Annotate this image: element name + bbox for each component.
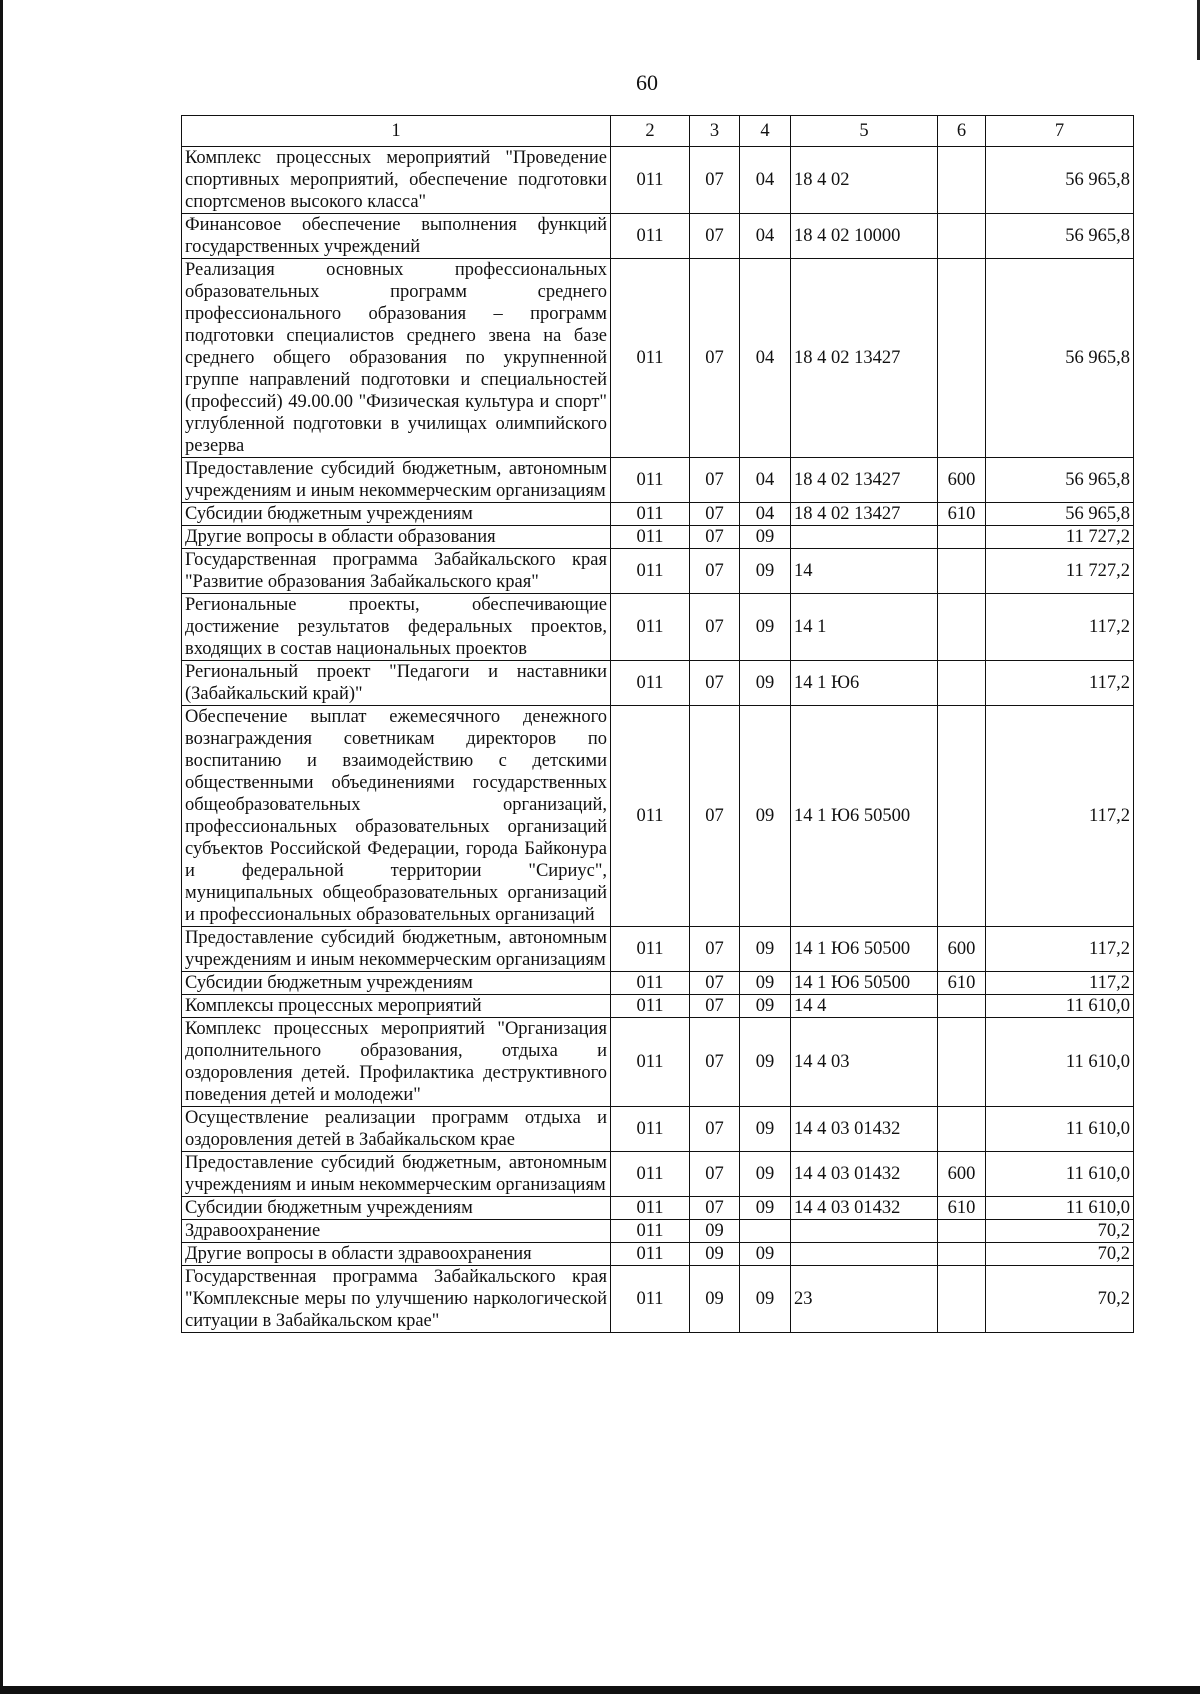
row-name-cell: Субсидии бюджетным учреждениям: [182, 972, 611, 995]
row-amount-cell: 70,2: [986, 1266, 1134, 1333]
row-section-cell: 07: [690, 458, 740, 503]
row-amount-cell: 70,2: [986, 1243, 1134, 1266]
table-row: [182, 458, 1134, 503]
row-expense-type-cell: [938, 706, 986, 927]
row-expense-type-cell: 600: [938, 458, 986, 503]
row-target-article-cell: [791, 1243, 938, 1266]
row-amount-cell: 117,2: [986, 706, 1134, 927]
row-name-cell: Обеспечение выплат ежемесячного денежного вознаграждения советникам директоров по воспитанию и взаимодействию с детскими общественными объединениями государственных общеобразовательных организаций, профессиональных образовательных организаций субъектов Российской Федерации, города Байконура и федеральной территории "Сириус", муниципальных общеобразовательных организаций и профессиональных образовательных организаций: [182, 706, 611, 927]
row-section-cell: 07: [690, 1197, 740, 1220]
row-admin-code-cell: 011: [611, 147, 690, 214]
row-amount-cell: 11 610,0: [986, 995, 1134, 1018]
row-subsection-cell: 04: [740, 503, 791, 526]
row-name-cell: Другие вопросы в области здравоохранения: [182, 1243, 611, 1266]
row-amount-cell: 11 727,2: [986, 549, 1134, 594]
row-target-article-cell: 14 4: [791, 995, 938, 1018]
row-name-cell: Государственная программа Забайкальского края "Комплексные меры по улучшению наркологической ситуации в Забайкальском крае": [182, 1266, 611, 1333]
row-admin-code-cell: 011: [611, 1197, 690, 1220]
row-section-cell: 07: [690, 927, 740, 972]
scan-border-bottom: [0, 1686, 1200, 1694]
table-row: [182, 259, 1134, 458]
row-amount-cell: 56 965,8: [986, 214, 1134, 259]
table-body: [182, 147, 1134, 1333]
row-expense-type-cell: 600: [938, 927, 986, 972]
row-subsection-cell: 04: [740, 259, 791, 458]
row-expense-type-cell: 610: [938, 1197, 986, 1220]
row-target-article-cell: 18 4 02 13427: [791, 259, 938, 458]
row-subsection-cell: 09: [740, 661, 791, 706]
row-amount-cell: 56 965,8: [986, 259, 1134, 458]
row-target-article-cell: 23: [791, 1266, 938, 1333]
row-section-cell: 07: [690, 1018, 740, 1107]
row-name-cell: Финансовое обеспечение выполнения функций государственных учреждений: [182, 214, 611, 259]
column-header: 5: [791, 116, 938, 147]
row-subsection-cell: 04: [740, 458, 791, 503]
row-admin-code-cell: 011: [611, 503, 690, 526]
row-section-cell: 07: [690, 972, 740, 995]
row-amount-cell: 117,2: [986, 661, 1134, 706]
row-target-article-cell: 18 4 02 13427: [791, 503, 938, 526]
row-expense-type-cell: 610: [938, 503, 986, 526]
row-section-cell: 07: [690, 594, 740, 661]
column-header: 3: [690, 116, 740, 147]
row-expense-type-cell: 610: [938, 972, 986, 995]
row-amount-cell: 56 965,8: [986, 147, 1134, 214]
page-number: 60: [636, 70, 658, 95]
row-admin-code-cell: 011: [611, 259, 690, 458]
column-header: 2: [611, 116, 690, 147]
row-target-article-cell: 14 1: [791, 594, 938, 661]
row-name-cell: Региональный проект "Педагоги и наставники (Забайкальский край)": [182, 661, 611, 706]
row-subsection-cell: 04: [740, 214, 791, 259]
row-target-article-cell: 18 4 02 10000: [791, 214, 938, 259]
row-admin-code-cell: 011: [611, 972, 690, 995]
row-expense-type-cell: [938, 995, 986, 1018]
budget-table: [181, 115, 1134, 1333]
table-row: [182, 1107, 1134, 1152]
row-expense-type-cell: [938, 259, 986, 458]
row-name-cell: Осуществление реализации программ отдыха и оздоровления детей в Забайкальском крае: [182, 1107, 611, 1152]
row-amount-cell: 11 610,0: [986, 1018, 1134, 1107]
row-section-cell: 07: [690, 503, 740, 526]
table-row: [182, 503, 1134, 526]
row-name-cell: Региональные проекты, обеспечивающие достижение результатов федеральных проектов, входящих в состав национальных проектов: [182, 594, 611, 661]
row-amount-cell: 11 610,0: [986, 1107, 1134, 1152]
row-subsection-cell: 09: [740, 706, 791, 927]
row-name-cell: Комплекс процессных мероприятий "Проведение спортивных мероприятий, обеспечение подготовки спортсменов высокого класса": [182, 147, 611, 214]
row-expense-type-cell: [938, 549, 986, 594]
row-target-article-cell: 14: [791, 549, 938, 594]
row-expense-type-cell: [938, 1266, 986, 1333]
row-name-cell: Комплексы процессных мероприятий: [182, 995, 611, 1018]
row-target-article-cell: 14 4 03 01432: [791, 1107, 938, 1152]
row-subsection-cell: 09: [740, 549, 791, 594]
row-expense-type-cell: [938, 661, 986, 706]
table-row: [182, 526, 1134, 549]
row-section-cell: 07: [690, 526, 740, 549]
row-admin-code-cell: 011: [611, 549, 690, 594]
row-expense-type-cell: [938, 214, 986, 259]
row-subsection-cell: [740, 1220, 791, 1243]
row-name-cell: Реализация основных профессиональных образовательных программ среднего профессионального образования – программ подготовки специалистов среднего звена на базе среднего общего образования по укрупненной группе направлений подготовки и специальностей (профессий) 49.00.00 "Физическая культура и спорт" углубленной подготовки в училищах олимпийского резерва: [182, 259, 611, 458]
row-admin-code-cell: 011: [611, 1220, 690, 1243]
row-subsection-cell: 09: [740, 1243, 791, 1266]
row-name-cell: Другие вопросы в области образования: [182, 526, 611, 549]
column-header: 7: [986, 116, 1134, 147]
row-expense-type-cell: [938, 1018, 986, 1107]
row-expense-type-cell: [938, 526, 986, 549]
row-expense-type-cell: [938, 147, 986, 214]
row-section-cell: 07: [690, 995, 740, 1018]
row-amount-cell: 11 727,2: [986, 526, 1134, 549]
row-admin-code-cell: 011: [611, 927, 690, 972]
table-row: [182, 1152, 1134, 1197]
table-row: [182, 147, 1134, 214]
row-admin-code-cell: 011: [611, 706, 690, 927]
row-admin-code-cell: 011: [611, 995, 690, 1018]
scan-border-left: [0, 0, 3, 1694]
column-header: 4: [740, 116, 791, 147]
row-name-cell: Здравоохранение: [182, 1220, 611, 1243]
table-row: [182, 995, 1134, 1018]
row-admin-code-cell: 011: [611, 458, 690, 503]
row-expense-type-cell: [938, 1243, 986, 1266]
row-target-article-cell: 14 1 Ю6 50500: [791, 706, 938, 927]
row-section-cell: 09: [690, 1220, 740, 1243]
row-target-article-cell: 14 4 03 01432: [791, 1152, 938, 1197]
column-header: 1: [182, 116, 611, 147]
row-subsection-cell: 09: [740, 1197, 791, 1220]
row-subsection-cell: 09: [740, 1107, 791, 1152]
table-row: [182, 972, 1134, 995]
row-subsection-cell: 09: [740, 1152, 791, 1197]
row-name-cell: Предоставление субсидий бюджетным, автономным учреждениям и иным некоммерческим организациям: [182, 927, 611, 972]
row-target-article-cell: [791, 1220, 938, 1243]
row-subsection-cell: 09: [740, 1266, 791, 1333]
row-admin-code-cell: 011: [611, 661, 690, 706]
row-admin-code-cell: 011: [611, 1152, 690, 1197]
row-expense-type-cell: 600: [938, 1152, 986, 1197]
row-name-cell: Субсидии бюджетным учреждениям: [182, 503, 611, 526]
row-name-cell: Субсидии бюджетным учреждениям: [182, 1197, 611, 1220]
row-name-cell: Предоставление субсидий бюджетным, автономным учреждениям и иным некоммерческим организациям: [182, 1152, 611, 1197]
row-target-article-cell: 14 1 Ю6 50500: [791, 972, 938, 995]
row-target-article-cell: [791, 526, 938, 549]
row-admin-code-cell: 011: [611, 214, 690, 259]
row-target-article-cell: 14 4 03: [791, 1018, 938, 1107]
row-section-cell: 09: [690, 1266, 740, 1333]
row-section-cell: 07: [690, 661, 740, 706]
row-admin-code-cell: 011: [611, 1243, 690, 1266]
row-admin-code-cell: 011: [611, 1266, 690, 1333]
row-section-cell: 07: [690, 1107, 740, 1152]
row-admin-code-cell: 011: [611, 526, 690, 549]
row-section-cell: 07: [690, 259, 740, 458]
row-admin-code-cell: 011: [611, 1107, 690, 1152]
row-amount-cell: 117,2: [986, 972, 1134, 995]
row-name-cell: Комплекс процессных мероприятий "Организация дополнительного образования, отдыха и оздоровления детей. Профилактика деструктивного поведения детей и молодежи": [182, 1018, 611, 1107]
table-row: [182, 1220, 1134, 1243]
row-name-cell: Предоставление субсидий бюджетным, автономным учреждениям и иным некоммерческим организациям: [182, 458, 611, 503]
table-row: [182, 549, 1134, 594]
row-subsection-cell: 09: [740, 972, 791, 995]
row-expense-type-cell: [938, 1220, 986, 1243]
row-subsection-cell: 09: [740, 526, 791, 549]
row-section-cell: 07: [690, 1152, 740, 1197]
table-row: [182, 927, 1134, 972]
table-row: [182, 1018, 1134, 1107]
table-row: [182, 706, 1134, 927]
row-target-article-cell: 14 1 Ю6: [791, 661, 938, 706]
row-amount-cell: 70,2: [986, 1220, 1134, 1243]
row-subsection-cell: 09: [740, 927, 791, 972]
table-row: [182, 1243, 1134, 1266]
row-expense-type-cell: [938, 1107, 986, 1152]
row-admin-code-cell: 011: [611, 1018, 690, 1107]
row-amount-cell: 11 610,0: [986, 1152, 1134, 1197]
row-section-cell: 09: [690, 1243, 740, 1266]
table-row: [182, 594, 1134, 661]
row-name-cell: Государственная программа Забайкальского края "Развитие образования Забайкальского края": [182, 549, 611, 594]
table-header-row: [182, 116, 1134, 147]
row-subsection-cell: 09: [740, 995, 791, 1018]
table-row: [182, 1197, 1134, 1220]
row-expense-type-cell: [938, 594, 986, 661]
row-amount-cell: 56 965,8: [986, 503, 1134, 526]
row-amount-cell: 56 965,8: [986, 458, 1134, 503]
row-target-article-cell: 18 4 02 13427: [791, 458, 938, 503]
row-target-article-cell: 18 4 02: [791, 147, 938, 214]
row-amount-cell: 11 610,0: [986, 1197, 1134, 1220]
row-subsection-cell: 09: [740, 594, 791, 661]
column-header: 6: [938, 116, 986, 147]
row-section-cell: 07: [690, 549, 740, 594]
table-row: [182, 214, 1134, 259]
row-target-article-cell: 14 1 Ю6 50500: [791, 927, 938, 972]
row-subsection-cell: 09: [740, 1018, 791, 1107]
row-amount-cell: 117,2: [986, 927, 1134, 972]
row-section-cell: 07: [690, 214, 740, 259]
row-subsection-cell: 04: [740, 147, 791, 214]
table-row: [182, 661, 1134, 706]
row-target-article-cell: 14 4 03 01432: [791, 1197, 938, 1220]
row-section-cell: 07: [690, 147, 740, 214]
row-section-cell: 07: [690, 706, 740, 927]
row-admin-code-cell: 011: [611, 594, 690, 661]
row-amount-cell: 117,2: [986, 594, 1134, 661]
table-row: [182, 1266, 1134, 1333]
